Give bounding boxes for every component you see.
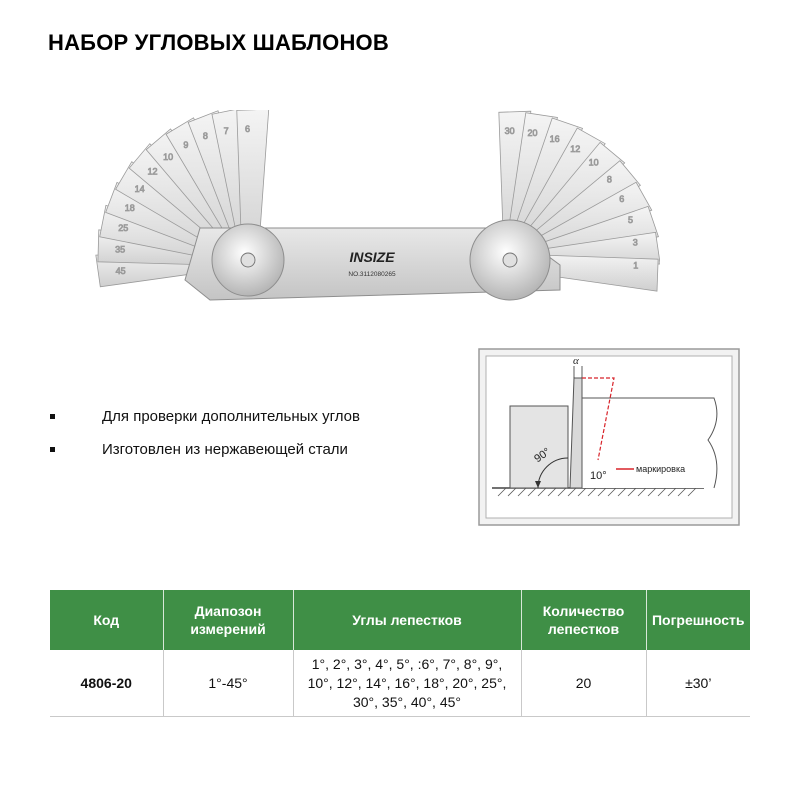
header-angles: Углы лепестков [293, 590, 521, 650]
bullet-icon [50, 414, 55, 419]
blade-angle-mark: 12 [570, 144, 581, 155]
page-title: НАБОР УГЛОВЫХ ШАБЛОНОВ [48, 30, 389, 55]
header-code: Код [50, 590, 163, 650]
cell-accuracy: ±30’ [646, 650, 750, 717]
blade-angle-mark: 10 [163, 151, 174, 162]
blade-angle-mark: 6 [245, 123, 251, 134]
blade-angle-mark: 45 [115, 265, 126, 276]
blade-angle-mark: 1 [633, 260, 639, 271]
header-range: Диапозон измерений [163, 590, 293, 650]
blade-angle-mark: 12 [147, 166, 158, 177]
header-accuracy: Погрешность [646, 590, 750, 650]
spec-table [50, 590, 750, 717]
right-angle-label: 90° [532, 445, 553, 466]
blade-angle-mark: 14 [134, 183, 145, 194]
cell-count: 20 [521, 650, 646, 717]
blade-angle-mark: 3 [632, 237, 638, 248]
blade-angle-mark: 18 [124, 202, 135, 213]
square-block [510, 406, 568, 488]
brand-logo: INSIZE [349, 249, 395, 265]
blade-angle-mark: 8 [606, 174, 612, 185]
blade-angle-mark: 9 [183, 140, 189, 151]
bullet-icon [50, 447, 55, 452]
blade-angle-mark: 25 [118, 223, 129, 234]
blade-angle-mark: 5 [628, 214, 634, 225]
angle-gauge-set-photo [90, 110, 660, 330]
blade-angle-mark: 8 [202, 131, 208, 142]
marking-label: маркировка [636, 464, 686, 474]
blade-angle-mark: 30 [504, 125, 515, 136]
serial-number: NO.3112080265 [348, 271, 396, 278]
blade-angle-mark: 6 [619, 193, 625, 204]
table-row [50, 650, 750, 717]
header-count: Количество лепестков [521, 590, 646, 650]
blade-angle-mark: 16 [549, 134, 560, 145]
feature-item: Изготовлен из нержавеющей стали [50, 441, 360, 474]
blade-angle-label: 10° [590, 470, 607, 482]
alpha-label: α [573, 355, 579, 367]
blade-angle-mark: 20 [527, 127, 538, 138]
blade-angle-mark: 35 [115, 244, 126, 255]
feature-list [50, 408, 360, 474]
cell-range: 1°-45° [163, 650, 293, 717]
blade-angle-mark: 7 [223, 125, 229, 136]
blade-angle-mark: 10 [588, 157, 599, 168]
cell-angles: 1°, 2°, 3°, 4°, 5°, :6°, 7°, 8°, 9°, 10°, 12°, 14°, 16°, 18°, 20°, 25°, 30°, 35°, 40°, 45° [293, 650, 521, 717]
table-header-row [50, 590, 750, 650]
cell-code: 4806-20 [50, 650, 163, 717]
feature-item: Для проверки дополнительных углов [50, 408, 360, 441]
usage-diagram [478, 348, 740, 526]
